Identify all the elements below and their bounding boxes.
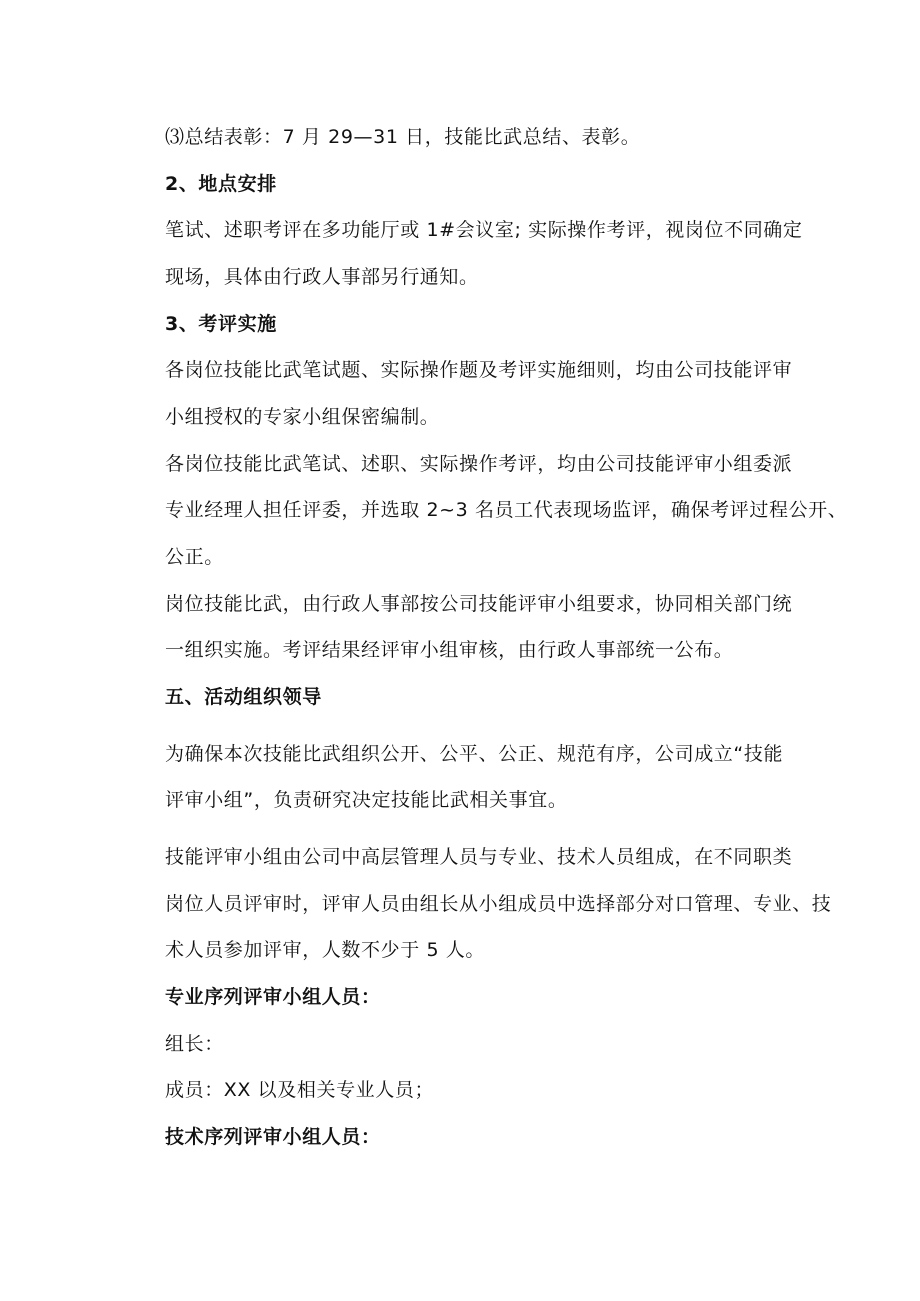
paragraph-line: 一组织实施。考评结果经评审小组审核，由行政人事部统一公布。 (165, 639, 734, 661)
paragraph-line: 专业经理人担任评委，并选取 2~3 名员工代表现场监评，确保考评过程公开、 (165, 499, 848, 521)
paragraph-line: 技能评审小组由公司中高层管理人员与专业、技术人员组成，在不同职类 (165, 846, 793, 868)
section-heading-evaluation: 3、考评实施 (165, 313, 277, 335)
technical-group-heading: 技术序列评审小组人员： (165, 1126, 381, 1148)
paragraph-line: 公正。 (165, 546, 224, 568)
paragraph-line: 笔试、述职考评在多功能厅或 1#会议室; 实际操作考评，视岗位不同确定 (165, 219, 803, 241)
paragraph-line: 评审小组”，负责研究决定技能比武相关事宜。 (165, 789, 568, 811)
paragraph-line: 现场，具体由行政人事部另行通知。 (165, 266, 479, 288)
paragraph-line: 小组授权的专家小组保密编制。 (165, 406, 440, 428)
paragraph-line: 岗位技能比武，由行政人事部按公司技能评审小组要求，协同相关部门统 (165, 593, 793, 615)
paragraph-line: 术人员参加评审，人数不少于 5 人。 (165, 939, 485, 961)
paragraph-line: 为确保本次技能比武组织公开、公平、公正、规范有序，公司成立“技能 (165, 743, 784, 765)
professional-group-heading: 专业序列评审小组人员： (165, 986, 381, 1008)
section-heading-location: 2、地点安排 (165, 173, 277, 195)
award-schedule-line: ⑶总结表彰：7 月 29—31 日，技能比武总结、表彰。 (165, 126, 641, 148)
group-members-line: 成员：XX 以及相关专业人员； (165, 1079, 435, 1101)
paragraph-line: 岗位人员评审时，评审人员由组长从小组成员中选择部分对口管理、专业、技 (165, 893, 832, 915)
paragraph-line: 各岗位技能比武笔试、述职、实际操作考评，均由公司技能评审小组委派 (165, 453, 793, 475)
group-leader-line: 组长： (165, 1033, 224, 1055)
paragraph-line: 各岗位技能比武笔试题、实际操作题及考评实施细则，均由公司技能评审 (165, 359, 793, 381)
section-heading-leadership: 五、活动组织领导 (165, 686, 322, 708)
